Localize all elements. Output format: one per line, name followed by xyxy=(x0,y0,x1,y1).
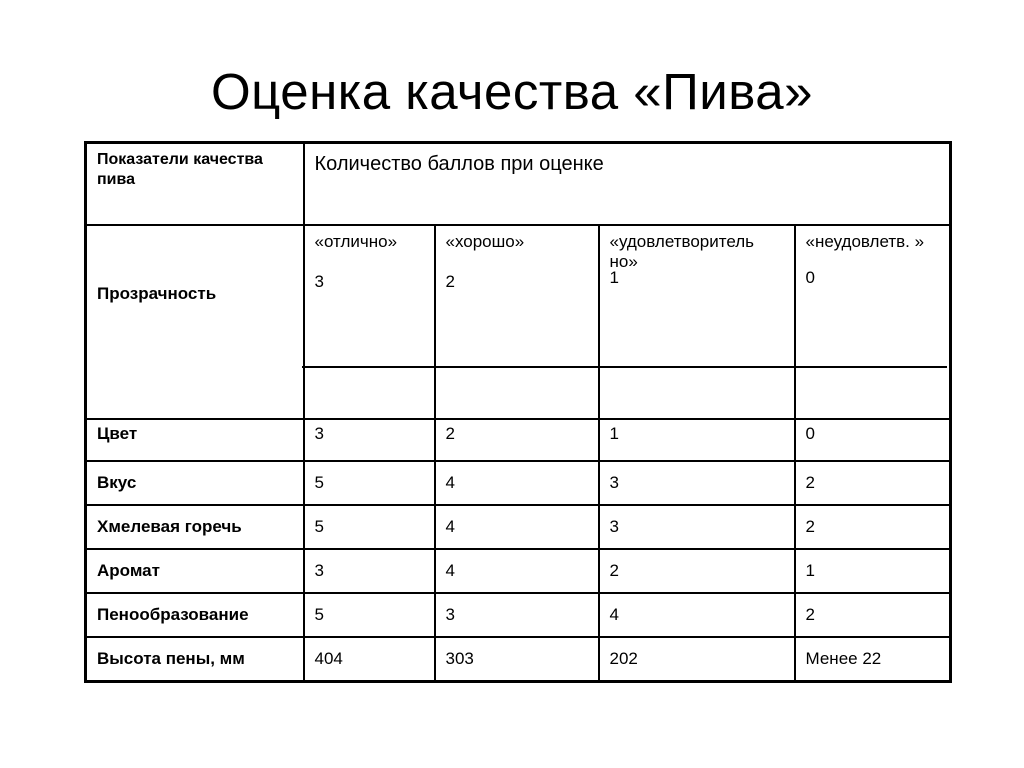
grade-name: «удовлетворитель но» xyxy=(609,232,755,271)
table-rule-line xyxy=(302,366,947,368)
table-cell: 404 xyxy=(304,637,435,682)
table-cell: 2 xyxy=(795,593,951,637)
row-label: Аромат xyxy=(86,549,304,593)
grade-value: 1 xyxy=(609,268,619,287)
table-row xyxy=(86,461,951,505)
table-cell: 4 xyxy=(599,593,795,637)
table-cell: 0 xyxy=(795,419,951,461)
table-cell: 4 xyxy=(435,549,599,593)
slide-title: Оценка качества «Пива» xyxy=(210,63,814,120)
grade-value: 2 xyxy=(445,272,455,291)
table-cell: 3 xyxy=(304,419,435,461)
table-cell: 4 xyxy=(435,461,599,505)
row-label: Цвет xyxy=(86,419,304,461)
row-label: Вкус xyxy=(86,461,304,505)
table-cell: 2 xyxy=(795,461,951,505)
grade-good-cell xyxy=(435,225,599,419)
table-cell: 2 xyxy=(795,505,951,549)
table-cell: 3 xyxy=(435,593,599,637)
table-cell: 5 xyxy=(304,461,435,505)
table-cell: 2 xyxy=(599,549,795,593)
grade-satisfactory-cell xyxy=(599,225,795,419)
grade-unsatisfactory-cell xyxy=(795,225,951,419)
grade-name: «хорошо» xyxy=(445,232,525,251)
table-row xyxy=(86,419,951,461)
indicators-header: Показатели качества пива xyxy=(86,143,304,226)
grade-row xyxy=(86,225,951,419)
table-header-row xyxy=(86,143,951,226)
grade-name: «неудовлетв. » xyxy=(805,232,925,251)
table-cell: 4 xyxy=(435,505,599,549)
row-label: Пенообразование xyxy=(86,593,304,637)
score-header: Количество баллов при оценке xyxy=(304,143,951,226)
beer-quality-table xyxy=(84,141,952,683)
row-label: Хмелевая горечь xyxy=(86,505,304,549)
table-cell: 5 xyxy=(304,505,435,549)
table-row xyxy=(86,593,951,637)
table-cell: 303 xyxy=(435,637,599,682)
grade-name: «отлично» xyxy=(314,232,398,251)
table-row xyxy=(86,637,951,682)
row-label: Высота пены, мм xyxy=(86,637,304,682)
grade-excellent-cell xyxy=(304,225,435,419)
table-cell: 3 xyxy=(304,549,435,593)
table-row xyxy=(86,505,951,549)
table-cell: 3 xyxy=(599,505,795,549)
table-cell: 2 xyxy=(435,419,599,461)
table-cell: Менее 22 xyxy=(795,637,951,682)
row-label-clarity: Прозрачность xyxy=(86,225,304,419)
table-cell: 5 xyxy=(304,593,435,637)
table-cell: 202 xyxy=(599,637,795,682)
table-cell: 3 xyxy=(599,461,795,505)
grade-value: 0 xyxy=(805,268,815,287)
grade-value: 3 xyxy=(314,272,324,291)
table-cell: 1 xyxy=(795,549,951,593)
table-cell: 1 xyxy=(599,419,795,461)
table-row xyxy=(86,549,951,593)
